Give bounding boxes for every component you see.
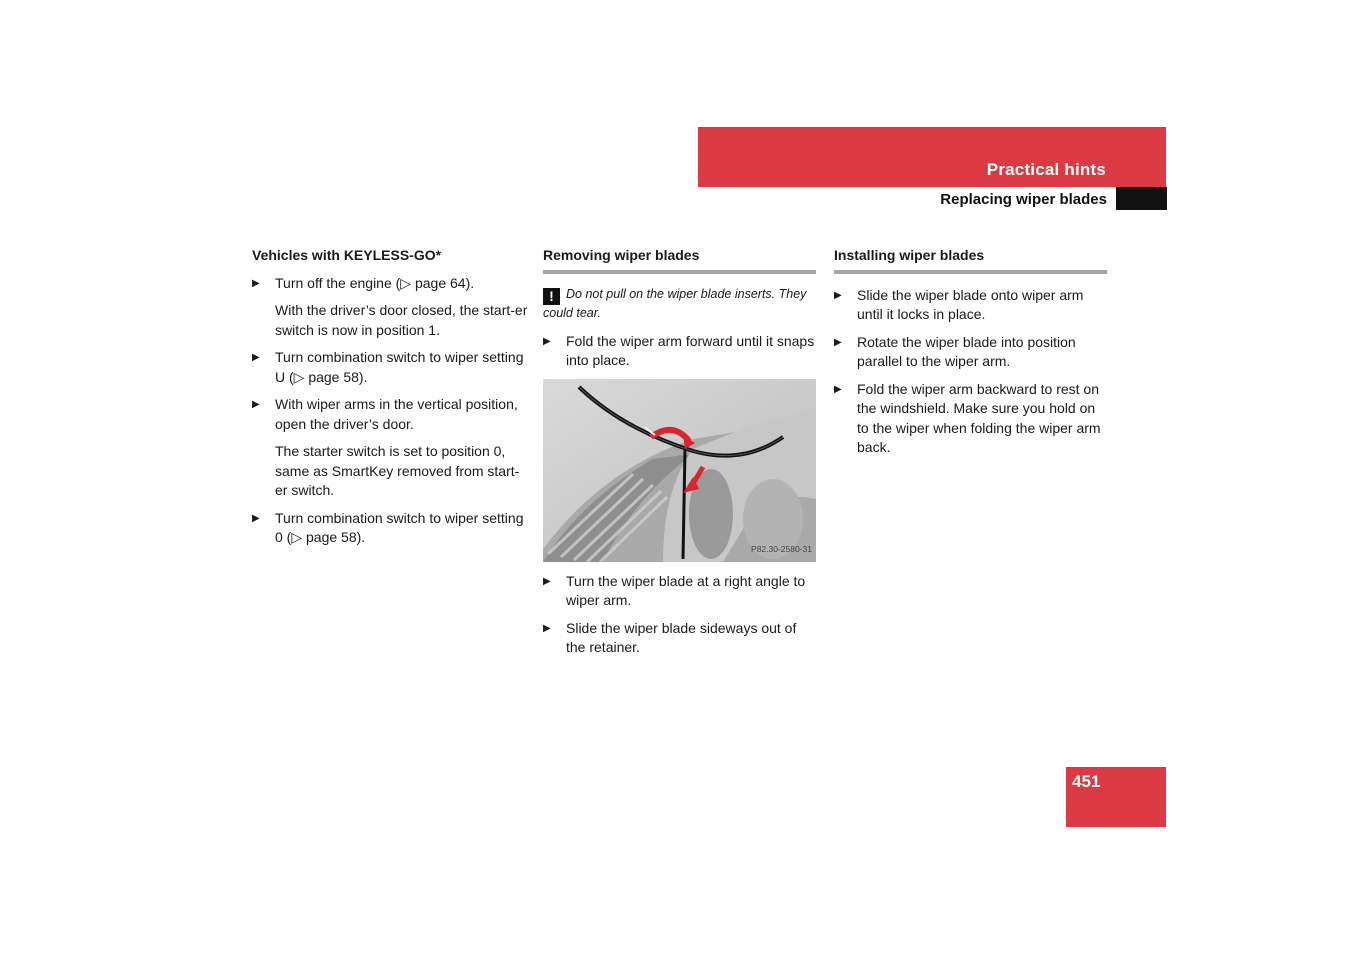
section-marker (1116, 187, 1167, 210)
triangle-right-icon: ▶ (834, 383, 842, 395)
step-item (834, 380, 1107, 458)
step-text: Turn combination switch to wiper setting 0 (▷ page 58). (275, 509, 524, 545)
note-text: With the driver’s door closed, the start-er switch is now in position 1. (275, 302, 528, 338)
installing-heading: Installing wiper blades (834, 246, 1107, 274)
wiper-illustration (543, 379, 816, 562)
triangle-right-icon: ▶ (252, 512, 260, 524)
triangle-right-icon: ▶ (834, 289, 842, 301)
removing-heading: Removing wiper blades (543, 246, 816, 274)
triangle-right-icon: ▶ (252, 277, 260, 289)
step-text: With wiper arms in the vertical position, open the driver’s door. (275, 396, 518, 432)
step-item (543, 572, 816, 611)
warning-note (543, 286, 816, 322)
triangle-right-icon: ▶ (252, 352, 260, 363)
step-item (252, 509, 528, 548)
triangle-right-icon: ▶ (834, 336, 842, 348)
header-band (698, 127, 1166, 187)
step-text: Turn the wiper blade at a right angle to wiper arm. (566, 572, 806, 608)
column-installing (834, 246, 1107, 466)
keyless-go-heading: Vehicles with KEYLESS-GO* (252, 247, 442, 263)
step-item (252, 348, 528, 387)
section-title: Replacing wiper blades (940, 191, 1107, 208)
step-item (543, 332, 816, 371)
step-item (834, 286, 1107, 325)
column-removing (543, 246, 816, 666)
step-text: Slide the wiper blade onto wiper arm until it locks in place. (857, 286, 1084, 322)
wiper-illustration-svg (543, 379, 816, 562)
step-text: Turn combination switch to wiper setting U (▷ page 58). (275, 349, 524, 385)
page-number: 451 (1072, 772, 1101, 791)
step-text: Rotate the wiper blade into position parallel to the wiper arm. (857, 333, 1076, 369)
step-item (834, 333, 1107, 372)
figure-code: P82.30-2580-31 (751, 544, 812, 554)
triangle-right-icon: ▶ (543, 622, 551, 634)
triangle-right-icon: ▶ (543, 575, 551, 587)
triangle-right-icon: ▶ (543, 335, 551, 347)
step-text: Fold the wiper arm forward until it snaps into place. (566, 332, 815, 368)
step-text: Fold the wiper arm backward to rest on the windshield. Make sure you hold on to the wiper when folding the wiper arm back. (857, 380, 1101, 455)
page-number-tab (1066, 767, 1166, 827)
column-keyless-go (252, 246, 528, 556)
triangle-right-icon: ▶ (252, 399, 260, 410)
note-text: The starter switch is set to position 0, same as SmartKey removed from start-er switch. (275, 443, 520, 498)
step-text: Turn off the engine (▷ page 64). (275, 274, 475, 291)
step-item (252, 395, 528, 434)
chapter-title: Practical hints (986, 160, 1106, 179)
exclamation-icon: ! (543, 288, 560, 305)
step-item (252, 274, 528, 294)
step-text: Slide the wiper blade sideways out of the retainer. (566, 619, 797, 655)
warning-text: Do not pull on the wiper blade inserts. They could tear. (543, 286, 807, 320)
step-item (543, 619, 816, 658)
